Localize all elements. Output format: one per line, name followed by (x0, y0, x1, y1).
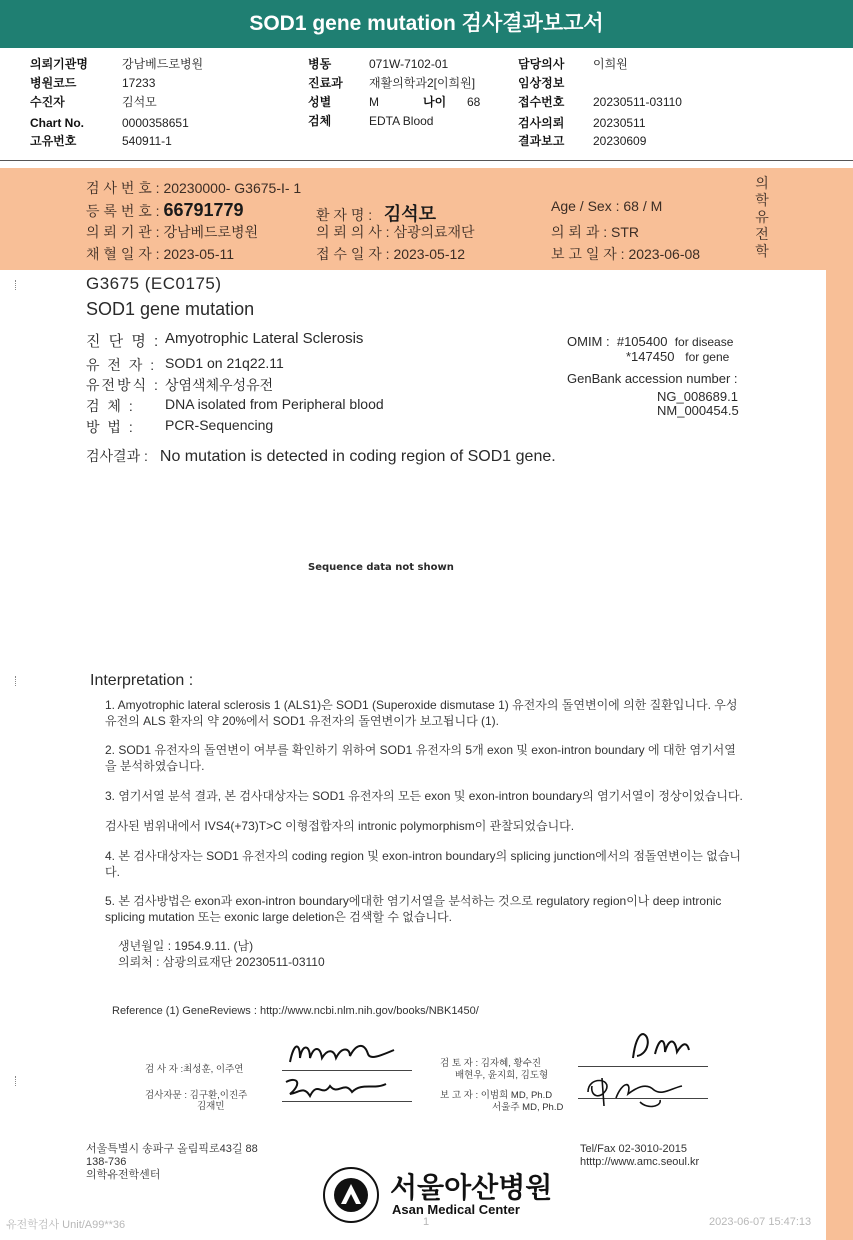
interpretation-para-2: 2. SOD1 유전자의 돌연변이 여부를 확인하기 위하여 SOD1 유전자의 5개 exon 및 exon-intron boundary 에 대한 염기서열을 분석하였습니다. (105, 743, 736, 773)
header-label: 진료과 (308, 76, 343, 90)
header-value: 540911-1 (122, 134, 172, 148)
header-value: 김석모 (122, 95, 157, 109)
inst-value: 강남베드로병원 (163, 224, 259, 240)
method-field: 방 법 : PCR-Sequencing (86, 417, 274, 435)
header-col-1 (30, 55, 290, 155)
doctor-label: 의 뢰 의 사 : (316, 224, 390, 240)
specimen-field: 검 체 : DNA isolated from Peripheral blood (86, 396, 384, 414)
report-title: SOD1 gene mutation 검사결과보고서 (249, 12, 604, 35)
header-value: 강남베드로병원 (122, 57, 204, 71)
header-value: 20230609 (593, 134, 647, 148)
interpretation-title: Interpretation : (90, 672, 194, 689)
header-label: Chart No. (30, 116, 84, 130)
test-code: G3675 (EC0175) (86, 274, 222, 293)
inst-label: 의 뢰 기 관 : (86, 224, 160, 240)
receive-date-row (316, 244, 465, 264)
patient-label: 환 자 명 : (316, 207, 373, 223)
doctor-value: 삼광의료재단 (393, 224, 475, 240)
reference: Reference (1) GeneReviews : http://www.ncbi.nlm.nih.gov/books/NBK1450/ (112, 1005, 479, 1017)
header-label: 임상정보 (518, 76, 565, 90)
bottom-left-info: 유전학검사 Unit/A99**36 (6, 1219, 126, 1231)
institution-row (86, 222, 258, 242)
header-col-2 (308, 55, 508, 155)
inheritance-field: 유전방식 : 상염색체우성유전 (86, 377, 274, 393)
margin-mark (15, 1076, 16, 1086)
test-result (86, 446, 556, 466)
interpretation-para-3b: 검사된 범위내에서 IVS4(+73)T>C 이형접합자의 intronic polymorphism이 관찰되었습니다. (105, 819, 575, 833)
header-label: 담당의사 (518, 57, 565, 71)
page-number: 1 (423, 1216, 430, 1228)
header-label: 고유번호 (30, 134, 77, 148)
birth-date: 생년월일 : 1954.9.11. (남) (118, 939, 254, 953)
exam-no-value: 20230000- G3675-I- 1 (163, 180, 302, 196)
dept-row (551, 222, 639, 242)
header-col-3 (518, 55, 718, 155)
signature-line (578, 1066, 708, 1067)
omim-disease: OMIM : #105400 for disease (567, 334, 734, 349)
registration-row (86, 200, 244, 221)
header-value: M (369, 95, 379, 109)
report-date-row (551, 244, 700, 264)
header-label: 의뢰기관명 (30, 57, 88, 71)
diagnosis-field: 진 단 명 : Amyotrophic Lateral Sclerosis (86, 330, 364, 350)
receive-value: 2023-05-12 (393, 246, 466, 262)
header-value: 68 (467, 95, 481, 109)
asan-foundation-seal-icon (322, 1166, 380, 1224)
department-vertical-label: 의 학 유 전 학 (755, 175, 769, 259)
result-value: No mutation is detected in coding region of SOD1 gene. (159, 448, 556, 465)
age-sex-row (551, 198, 662, 214)
examiner: 검 사 자 :최성훈, 이주연 (145, 1064, 244, 1075)
margin-mark (15, 280, 16, 290)
header-value: 재활의학과2[이희원] (369, 76, 476, 90)
interpretation-para-5: 5. 본 검사방법은 exon과 exon-intron boundary에대한 염기서열을 분석하는 것으로 regulatory region이나 deep intronic splicing mutation 또는 exonic large deletion은 검색할 수 없습니다. (105, 894, 722, 924)
reviewer: 검 토 자 : 김자혜, 황수진 (440, 1058, 542, 1069)
genbank-label: GenBank accession number : (567, 371, 738, 386)
genbank-nm: NM_000454.5 (657, 403, 739, 418)
reg-no-value: 66791779 (163, 200, 244, 220)
dept-label: 의 뢰 과 : (551, 224, 608, 240)
header-label: 수진자 (30, 95, 65, 109)
report-title-banner (0, 0, 853, 48)
agesex-value: 68 / M (623, 198, 663, 214)
interpretation-para-4: 4. 본 검사대상자는 SOD1 유전자의 coding region 및 exon-intron boundary의 splicing junction에서의 점돌연변이는 없습니다. (105, 849, 742, 879)
reviewer-2: 배현우, 윤지희, 김도형 (455, 1070, 549, 1081)
header-value: 20230511 (593, 116, 646, 130)
reporter-signature-image (582, 1072, 692, 1112)
header-value: 071W-7102-01 (369, 57, 449, 71)
hospital-logo-korean: 서울아산병원 (390, 1172, 553, 1203)
reporter-2: 서울주 MD, Ph.D (492, 1102, 564, 1113)
header-label: 병동 (308, 57, 332, 71)
contact: Tel/Fax 02-3010-2015 htttp://www.amc.seoul.kr (580, 1143, 700, 1168)
header-value: 0000358651 (122, 116, 189, 130)
report-value: 2023-06-08 (628, 246, 701, 262)
signature-line (282, 1070, 412, 1071)
margin-mark (15, 676, 16, 686)
header-value: 17233 (122, 76, 156, 90)
exam-no-label: 검 사 번 호 : (86, 180, 160, 196)
dept-value: STR (611, 224, 640, 240)
header-value: EDTA Blood (369, 114, 434, 128)
collect-label: 채 혈 일 자 : (86, 246, 160, 262)
header-label: 병원코드 (30, 76, 77, 90)
test-name: SOD1 gene mutation (86, 299, 255, 319)
reviewer-signature-image (625, 1028, 695, 1064)
reg-no-label: 등 록 번 호 : (86, 203, 160, 219)
patient-value: 김석모 (383, 204, 436, 224)
right-margin-band (826, 168, 853, 1240)
advisor-signature-image (282, 1072, 412, 1106)
print-timestamp: 2023-06-07 15:47:13 (709, 1216, 812, 1228)
header-label: 검사의뢰 (518, 116, 565, 130)
header-value: 이희원 (593, 57, 628, 71)
header-label: 성별 (308, 95, 332, 109)
examiner-signature-image (284, 1036, 414, 1070)
header-label: 접수번호 (518, 95, 565, 109)
header-label: 결과보고 (518, 134, 565, 148)
client-info: 의뢰처 : 삼광의료재단 20230511-03110 (118, 955, 325, 969)
header-label: 검체 (308, 114, 332, 128)
header-divider (0, 160, 853, 161)
receive-label: 접 수 일 자 : (316, 246, 390, 262)
hospital-logo-english: Asan Medical Center (392, 1202, 520, 1217)
gene-field: 유 전 자 : SOD1 on 21q22.11 (86, 355, 284, 373)
doctor-row (316, 222, 475, 242)
header-label: 나이 (423, 95, 447, 109)
collect-date-row (86, 244, 234, 264)
address: 서울특별시 송파구 올림픽로43길 88 138-736 의학유전학센터 (86, 1143, 258, 1181)
sequence-note: Sequence data not shown (308, 562, 454, 573)
omim-gene: *147450 for gene (626, 349, 730, 364)
exam-number-row (86, 178, 301, 198)
result-label: 검사결과 : (86, 448, 148, 464)
reporter: 보 고 자 : 이범희 MD, Ph.D (440, 1090, 553, 1101)
advisor: 검사자문 : 김구환,이진주 (145, 1090, 248, 1101)
report-label: 보 고 일 자 : (551, 246, 625, 262)
header-value: 20230511-03110 (593, 95, 682, 109)
interpretation-para-1: 1. Amyotrophic lateral sclerosis 1 (ALS1)은 SOD1 (Superoxide dismutase 1) 유전자의 돌연변이에 의한 질환입니다. 우성유전의 ALS 환자의 약 20%에서 SOD1 유전자의 돌연변이가 보고됩니다 (1). (105, 698, 738, 728)
agesex-label: Age / Sex : (551, 198, 620, 214)
interpretation-para-3: 3. 염기서열 분석 결과, 본 검사대상자는 SOD1 유전자의 모든 exon 및 exon-intron boundary의 염기서열이 정상이었습니다. (105, 789, 743, 803)
genbank-ng: NG_008689.1 (657, 389, 738, 404)
advisor-2: 김재민 (197, 1101, 225, 1112)
collect-value: 2023-05-11 (163, 246, 235, 262)
